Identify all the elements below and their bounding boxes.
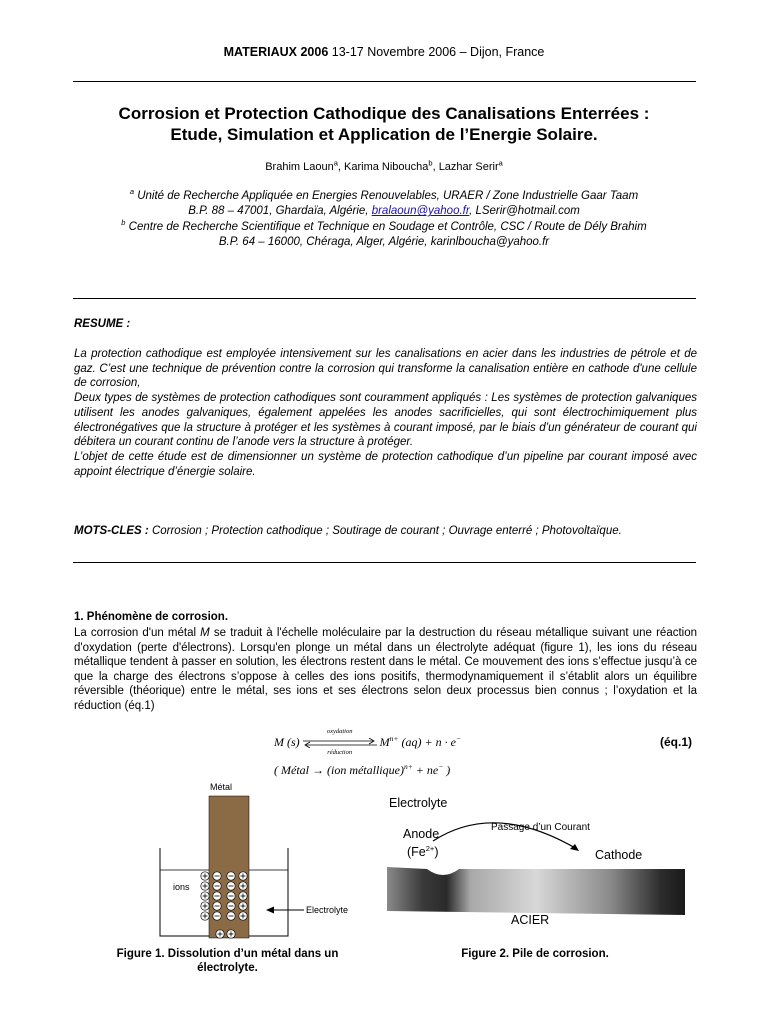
label-steel: ACIER xyxy=(511,913,550,927)
email-link[interactable]: bralaoun@yahoo.fr xyxy=(371,205,470,218)
label-electrolyte: Electrolyte xyxy=(306,905,349,915)
conference-dates: 13-17 Novembre 2006 – Dijon, France xyxy=(328,45,545,59)
metal-dissolution-diagram xyxy=(100,778,370,943)
paper-title xyxy=(0,103,768,145)
author-sup: b xyxy=(428,158,433,168)
abstract-paragraph: Deux types de systèmes de protection cathodiques sont couramment appliqués : Les systèmes de protection galvaniques utilisent les anodes galvaniques, également appelées les anodes sacrificielles, qui sont électrochimiquement plus électronégatives que la structure à protéger et les systèmes à courant imposé, par le biais d’un générateur de courant qui débitera un courant continu de l’anode vers la structure à protéger. xyxy=(74,392,697,449)
equation-1: M (s) oxydation réduction $M^{n+}$ (aq) + n · e− xyxy=(274,728,461,757)
equation-label: (éq.1) xyxy=(660,735,693,749)
affiliation-a-line1: $^a$ Unité de Recherche Appliquée en Energies Renouvelables, URAER / Zone Industrielle Gaar Taam xyxy=(129,187,639,202)
keywords-label: MOTS-CLES : xyxy=(74,525,149,537)
conference-name: MATERIAUX 2006 xyxy=(223,45,329,59)
label-ions: ions xyxy=(173,882,190,892)
author-name: Lazhar Serir xyxy=(438,161,499,173)
label-electrolyte-2: Electrolyte xyxy=(389,796,448,810)
header-rule xyxy=(73,81,696,82)
abstract-paragraph: La protection cathodique est employée intensivement sur les canalisations en acier dans les industries de pétrole et de gaz. C’est une technique de prévention contre la corrosion qui transforme la canalisation entière en cathode d'une cellule de corrosion, xyxy=(74,348,697,390)
abstract-body xyxy=(74,347,697,479)
equation-left: M (s) xyxy=(274,735,300,749)
author-sup: a xyxy=(333,158,338,168)
title-line-1: Corrosion et Protection Cathodique des Canalisations Enterrées : xyxy=(118,104,650,123)
label-anode: Anode xyxy=(403,827,440,841)
affiliation-b-line1: $^b$ Centre de Recherche Scientifique et Technique en Soudage et Contrôle, CSC / Route de Dély Brahim xyxy=(121,217,647,233)
abstract-heading: RESUME : xyxy=(74,318,131,330)
author-name: Karima Niboucha xyxy=(344,161,429,173)
affiliations xyxy=(0,189,768,251)
author-sup: a xyxy=(498,158,503,168)
conference-header xyxy=(0,45,768,59)
affiliation-mark: b xyxy=(121,217,126,227)
authors: Brahim Laoun$^a$, Karima Niboucha$^b$, Lazhar Serir$^a$ xyxy=(265,158,503,173)
label-metal: Métal xyxy=(210,782,233,792)
figure-1-caption: Figure 1. Dissolution d’un métal dans un électrolyte. xyxy=(116,948,339,974)
keywords-text: Corrosion ; Protection cathodique ; Soutirage de courant ; Ouvrage enterré ; Photovoltaïque. xyxy=(148,525,622,537)
title-line-2: Etude, Simulation et Application de l’Energie Solaire. xyxy=(170,125,598,144)
affiliation-mark: a xyxy=(129,187,134,197)
label-cathode: Cathode xyxy=(595,848,643,862)
section-heading: 1. Phénomène de corrosion. xyxy=(74,611,229,623)
section-body: La corrosion d'un métal M se traduit à l'échelle moléculaire par la destruction du réseau métallique suivant une réaction d'oxydation (perte d'électrons). Lorsqu'en plonge un métal dans un électrolyte adéquat (figure 1), les ions du réseau métallique tendent à passer en solution, les électrons restent dans le métal. Ce mouvement des ions s’effectue jusqu’à ce que la charge des électrons s’oppose à celles des ions positifs, thermodynamiquement il s’établit alors un équilibre réversible (théorique) entre le métal, ses ions et ses électrons selon deux processus bien connus ; l’oxydation et la réduction (éq.1) xyxy=(74,627,698,712)
arrow-label-bottom: réduction xyxy=(327,749,353,757)
affiliation-a-line2: B.P. 88 – 47001, Ghardaïa, Algérie, bralaoun@yahoo.fr, LSerir@hotmail.com xyxy=(188,205,580,218)
author-name: Brahim Laoun xyxy=(265,161,334,173)
arrow-label-top: oxydation xyxy=(326,728,353,736)
equation-1-line2: ( Métal → (ion métallique)$^{n+}$ + ne− ) xyxy=(274,762,451,777)
equilibrium-arrow-icon xyxy=(303,738,377,748)
figure-2-caption: Figure 2. Pile de corrosion. xyxy=(461,948,609,960)
abstract-top-rule xyxy=(73,298,696,299)
label-fe-ion: $(Fe^{2+})$ xyxy=(407,843,439,859)
affiliation-b-line2: B.P. 64 – 16000, Chéraga, Alger, Algérie, karinlboucha@yahoo.fr xyxy=(218,236,550,249)
figure-2 xyxy=(385,793,685,938)
figure-1 xyxy=(100,778,370,943)
keywords xyxy=(74,525,622,537)
abstract-bottom-rule xyxy=(73,562,696,563)
equilibrium-arrow xyxy=(303,728,377,757)
label-current-passage: Passage d’un Courant xyxy=(491,822,590,833)
abstract-paragraph: L’objet de cette étude est de dimensionner un système de protection cathodique d’un pipeline par courant imposé avec appoint électrique d’énergie solaire. xyxy=(74,450,697,478)
